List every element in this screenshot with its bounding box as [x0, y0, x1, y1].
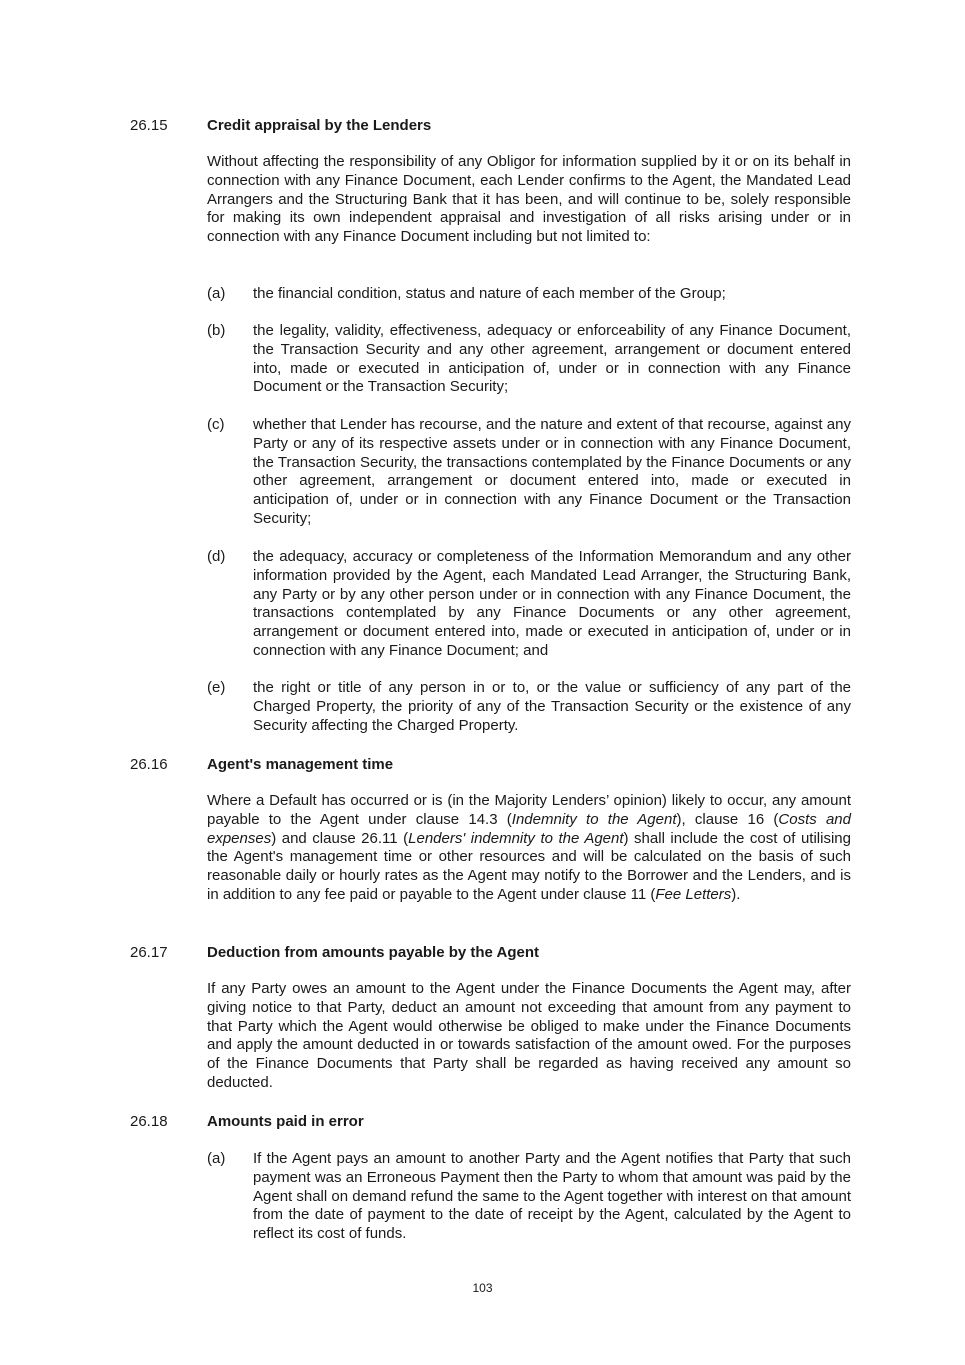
section-26-16-text [207, 792, 851, 905]
text-run: ) and clause 26.11 ( [271, 829, 409, 847]
section-26-17-text: If any Party owes an amount to the Agent under the Finance Documents the Agent may, after giving notice to that Party, deduct an amount not exceeding that amount from any payment to that Party which the Agent would otherwise be obliged to make under the Finance Documents and apply the amount deducted in or towards satisfaction of the amount owed. For the purposes of the Finance Documents that Party shall be regarded as having received any amount so deducted. [207, 980, 851, 1091]
text-run: Where a Default has occurred or is (in the Majority Lenders’ opinion) likely to occur, any amount payable to the Agent under clause 14.3 ( [207, 792, 851, 828]
section-number: 26.18 [130, 1113, 168, 1130]
text-run: ), clause 16 ( [676, 810, 779, 828]
section-number: 26.17 [130, 944, 168, 961]
section-number: 26.16 [130, 756, 168, 773]
section-26-15-intro: Without affecting the responsibility of any Obligor for information supplied by it or on its behalf in connection with any Finance Document, each Lender confirms to the Agent, the Mandated Lead Arrangers and the Structuring Bank that it has been, and will continue to be, solely responsible for making its own independent appraisal and investigation of all risks arising under or in connection with any Finance Document including but not limited to: [207, 153, 851, 246]
text-run: ) shall include the cost of utilising the Agent's management time or other resources and will be calculated on the basis of such reasonable daily or hourly rates as the Agent may notify to the Borrower and the Lenders, and is in addition to any fee paid or payable to the Agent under clause 11 ( [207, 829, 851, 903]
list-item-label: (d) [207, 548, 226, 565]
section-title: Amounts paid in error [207, 1113, 364, 1130]
clause-reference: Indemnity to the Agent [511, 810, 677, 828]
list-item-label: (e) [207, 679, 226, 696]
section-title: Credit appraisal by the Lenders [207, 117, 432, 134]
page-number: 103 [472, 1281, 493, 1295]
text-run: ). [731, 885, 741, 903]
list-item-text: the adequacy, accuracy or completeness of the Information Memorandum and any other information provided by the Agent, each Mandated Lead Arranger, the Structuring Bank, any Party or by any other person under or in connection with any Finance Document, the transactions contemplated by any Finance Documents or any other agreement, arrangement or document entered into, made or executed in anticipation of, under or in connection with any Finance Document; and [253, 548, 851, 659]
section-number: 26.15 [130, 117, 168, 134]
section-title: Deduction from amounts payable by the Agent [207, 944, 539, 961]
list-item-text: the right or title of any person in or to, or the value or sufficiency of any part of the Charged Property, the priority of any of the Transaction Security or the existence of any Security affecting the Charged Property. [253, 679, 851, 734]
clause-reference: Fee Letters [655, 885, 732, 903]
clause-reference: Lenders' indemnity to the Agent [408, 829, 624, 847]
list-item-text: the financial condition, status and nature of each member of the Group; [253, 285, 726, 302]
list-item-text: the legality, validity, effectiveness, adequacy or enforceability of any Finance Document, the Transaction Security and any other agreement, arrangement or document entered into, made or executed in anticipation of, under or in connection with any Finance Document or the Transaction Security; [253, 322, 851, 396]
list-item-text: whether that Lender has recourse, and the nature and extent of that recourse, against any Party or any of its respective assets under or in connection with any Finance Document, the Transaction Security, the transactions contemplated by the Finance Documents or any other agreement, arrangement or document entered into, made or executed in anticipation of, under or in connection with any Finance Document or the Transaction Security; [253, 416, 851, 527]
section-title: Agent's management time [207, 756, 394, 773]
list-item-text: If the Agent pays an amount to another Party and the Agent notifies that Party that such payment was an Erroneous Payment then the Party to whom that amount was paid by the Agent shall on demand refund the same to the Agent together with interest on that amount from the date of payment to the date of receipt by the Agent, calculated by the Agent to reflect its cost of funds. [253, 1150, 851, 1243]
clause-reference: Costs and expenses [207, 810, 851, 847]
list-item-label: (a) [207, 285, 226, 302]
list-item-label: (a) [207, 1150, 226, 1167]
list-item-label: (c) [207, 416, 225, 433]
list-item-label: (b) [207, 322, 226, 339]
